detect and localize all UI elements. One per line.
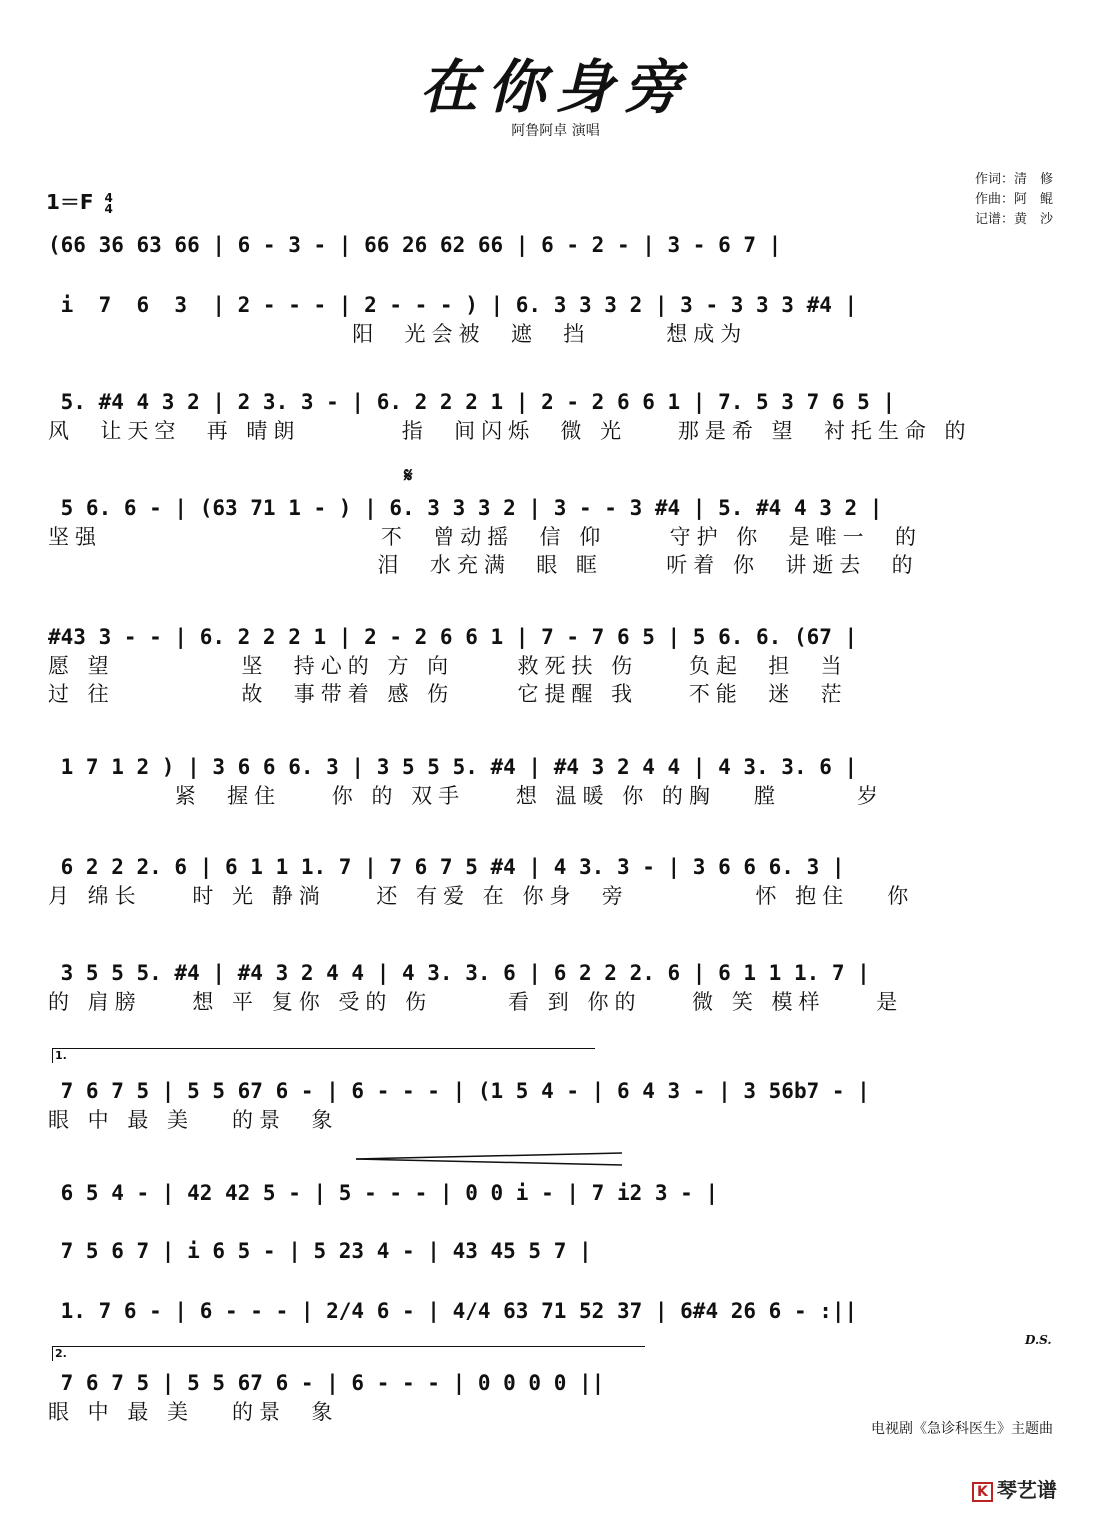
brand-logo xyxy=(972,1474,1057,1503)
transcriber-credit: 记谱：黄 沙 xyxy=(974,212,1053,227)
composer-credit: 作曲：阿 鲲 xyxy=(974,192,1053,207)
time-top: 4 xyxy=(104,190,113,205)
volta-second-ending: 2. xyxy=(52,1346,645,1361)
brand-mark-icon: K xyxy=(972,1482,993,1502)
lyric-line: 风 让天空 再 晴朗 指 间闪烁 微 光 那是希 望 衬托生命 的 xyxy=(48,419,972,443)
notation-line: 6 2 2 2. 6 | 6 1 1 1. 7 | 7 6 7 5 #4 | 4 3. 3 - | 3 6 6 6. 3 | xyxy=(48,855,845,879)
score-row xyxy=(48,852,1063,910)
notation-line: #43 3 - - | 6. 2 2 2 1 | 2 - 2 6 6 1 | 7 - 7 6 5 | 5 6. 6. (67 | xyxy=(48,625,858,649)
notation-line: 1. 7 6 - | 6 - - - | 2/4 6 - | 4/4 63 71 52 37 | 6#4 26 6 - :|| xyxy=(48,1299,858,1323)
lyric-line: 过 往 故 事带着 感 伤 它提醒 我 不能 迷 茫 xyxy=(48,682,848,706)
notation-line: 7 5 6 7 | i 6 5 - | 5 23 4 - | 43 45 5 7 | xyxy=(48,1239,592,1263)
lyric-line: 愿 望 坚 持心的 方 向 救死扶 伤 负起 担 当 xyxy=(48,654,848,678)
score-row xyxy=(48,493,1063,579)
notation-line: (66 36 63 66 | 6 - 3 - | 66 26 62 66 | 6 - 2 - | 3 - 6 7 | xyxy=(48,233,782,257)
lyric-line: 的 肩膀 想 平 复你 受的 伤 看 到 你的 微 笑 模样 是 xyxy=(48,990,904,1014)
notation-line: 7 6 7 5 | 5 5 67 6 - | 6 - - - | 0 0 0 0 || xyxy=(48,1371,605,1395)
notation-line: 3 5 5 5. #4 | #4 3 2 4 4 | 4 3. 3. 6 | 6 2 2 2. 6 | 6 1 1 1. 7 | xyxy=(48,961,870,985)
singer-credit: 阿鲁阿卓 演唱 xyxy=(511,123,600,139)
score-row xyxy=(48,1296,1063,1326)
score-row xyxy=(48,958,1063,1016)
volta-first-ending: 1. xyxy=(52,1048,595,1063)
time-signature xyxy=(104,190,113,216)
lyric-line: 月 绵长 时 光 静淌 还 有爱 在 你身 旁 怀 抱住 你 xyxy=(48,884,915,908)
lyric-line: 眼 中 最 美 的景 象 xyxy=(48,1108,339,1132)
key-signature xyxy=(46,186,113,215)
dal-segno-mark: D.S. xyxy=(1025,1333,1052,1347)
lyric-line: 阳 光会被 遮 挡 想成为 xyxy=(48,322,748,346)
credits-block xyxy=(975,170,1053,230)
score-row xyxy=(48,622,1063,708)
score-row xyxy=(48,290,1063,348)
score-row xyxy=(48,1178,1063,1208)
notation-line: 5 6. 6 - | (63 71 1 - ) | 6. 3 3 3 2 | 3 - - 3 #4 | 5. #4 4 3 2 | xyxy=(48,496,883,520)
notation-line: 5. #4 4 3 2 | 2 3. 3 - | 6. 2 2 2 1 | 2 - 2 6 6 1 | 7. 5 3 7 6 5 | xyxy=(48,390,896,414)
crescendo-hairpin xyxy=(356,1152,624,1166)
lyric-line: 坚强 不 曾动摇 信 仰 守护 你 是唯一 的 xyxy=(48,525,922,549)
lyric-line: 眼 中 最 美 的景 象 xyxy=(48,1400,339,1424)
song-title: 在你身旁 xyxy=(419,53,692,121)
footer-note: 电视剧《急诊科医生》主题曲 xyxy=(871,1421,1053,1437)
score-row xyxy=(48,752,1063,810)
brand-name: 琴艺谱 xyxy=(996,1478,1057,1502)
score-row xyxy=(48,1236,1063,1266)
score-row xyxy=(48,1076,1063,1134)
key-text: 1＝F xyxy=(46,190,94,214)
notation-line: 7 6 7 5 | 5 5 67 6 - | 6 - - - | (1 5 4 - | 6 4 3 - | 3 56b7 - | xyxy=(48,1079,870,1103)
lyric-line: 泪 水充满 眼 眶 听着 你 讲逝去 的 xyxy=(48,553,919,577)
lyric-line: 紧 握住 你 的 双手 想 温暖 你 的胸 膛 岁 xyxy=(48,784,884,808)
score-row xyxy=(48,230,1063,260)
notation-line: i 7 6 3 | 2 - - - | 2 - - - ) | 6. 3 3 3 2 | 3 - 3 3 3 #4 | xyxy=(48,293,858,317)
lyricist-credit: 作词：清 修 xyxy=(974,172,1053,187)
time-bottom: 4 xyxy=(104,201,113,216)
score-row xyxy=(48,387,1063,445)
segno-sign: 𝄋 xyxy=(404,463,413,487)
notation-line: 6 5 4 - | 42 42 5 - | 5 - - - | 0 0 i - | 7 i2 3 - | xyxy=(48,1181,719,1205)
notation-line: 1 7 1 2 ) | 3 6 6 6. 3 | 3 5 5 5. #4 | #4 3 2 4 4 | 4 3. 3. 6 | xyxy=(48,755,858,779)
